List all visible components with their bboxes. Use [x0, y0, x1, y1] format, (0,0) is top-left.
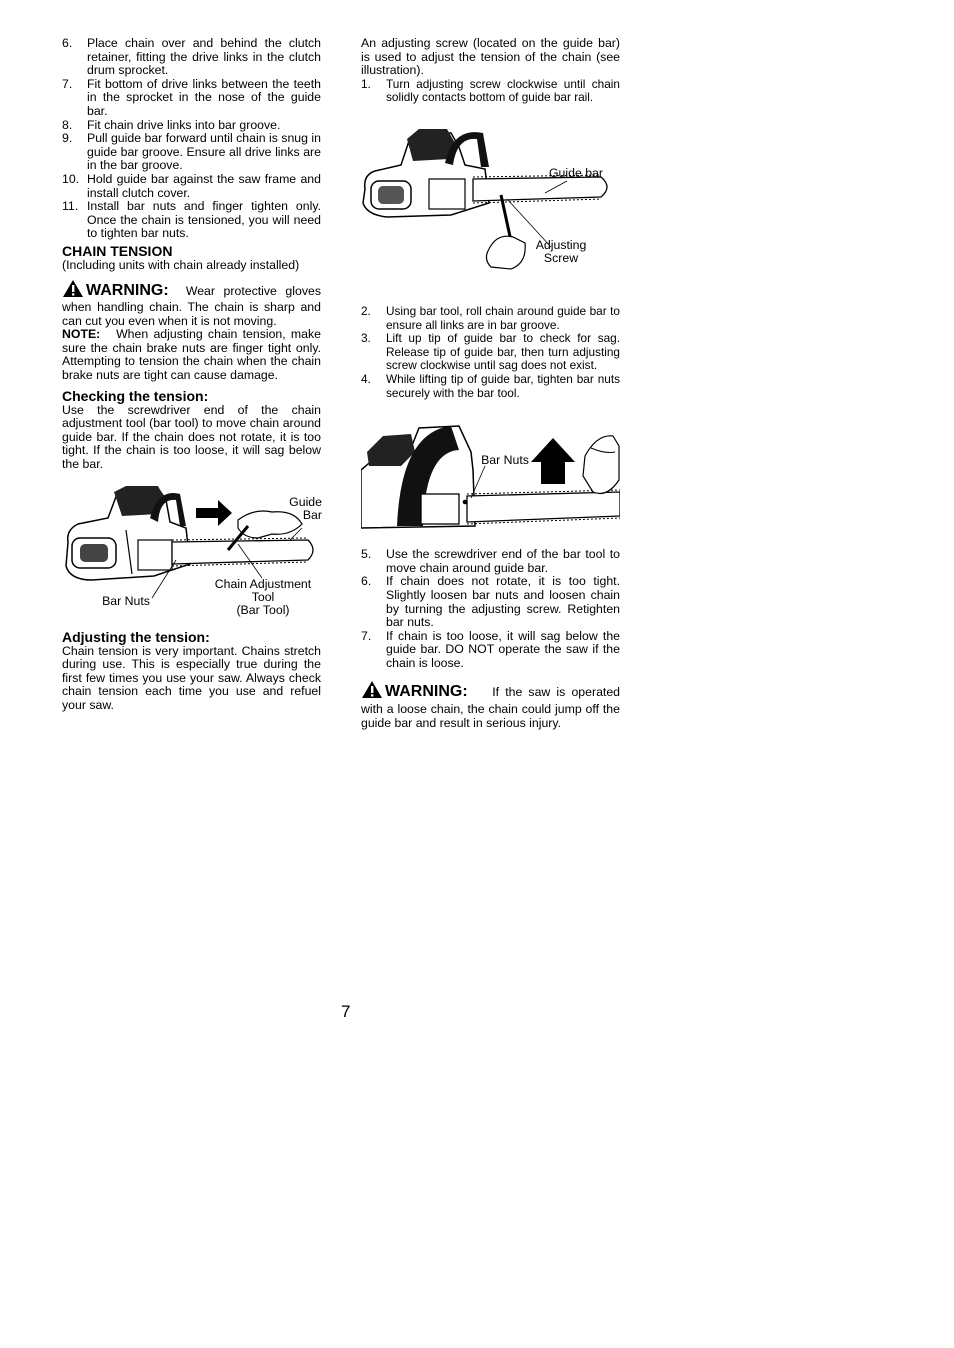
warning-gloves — [62, 279, 321, 329]
list-item: 10. Hold guide bar against the saw frame and install clutch cover. — [62, 171, 321, 200]
note-paragraph — [62, 328, 321, 382]
chainsaw-illustration-3 — [361, 422, 620, 540]
list-item: 4. While lifting tip of guide bar, tighten bar nuts securely with the bar tool. — [361, 371, 620, 400]
adjust-steps-5-7 — [361, 548, 620, 670]
checking-text: Use the screwdriver end of the chain adjustment tool (bar tool) to move chain around guide bar. If the chain does not rotate, it is too tight. If the chain is too loose, it will sag below the bar. — [62, 402, 321, 472]
list-item: 7. If chain is too loose, it will sag below the guide bar. DO NOT operate the saw if the chain is loose. — [361, 628, 620, 670]
list-item: 6. Place chain over and behind the clutch retainer, fitting the drive links in the clutch drum sprocket. — [62, 36, 321, 78]
label-guide-bar: Guide bar — [548, 165, 603, 180]
label-bar-nuts: Bar Nuts — [102, 593, 150, 608]
adjust-steps-2-4 — [361, 305, 620, 400]
left-column — [62, 37, 321, 713]
list-item: 2. Using bar tool, roll chain around guide bar to ensure all links are in bar groove. — [361, 303, 620, 332]
list-item: 3. Lift up tip of guide bar to check for sag. Release tip of guide bar, then turn adjusting screw clockwise until sag does not exist. — [361, 331, 620, 373]
list-item: 9. Pull guide bar forward until chain is snug in guide bar groove. Ensure all drive links are in the bar groove. — [62, 131, 321, 173]
list-item: 11. Install bar nuts and finger tighten only. Once the chain is tensioned, you will need to tighten bar nuts. — [62, 199, 321, 241]
list-item: 1. Turn adjusting screw clockwise until chain solidly contacts bottom of guide bar rail. — [361, 76, 620, 105]
figure-bar-nuts — [361, 422, 620, 540]
list-item: 7. Fit bottom of drive links between the teeth in the sprocket in the nose of the guide bar. — [62, 76, 321, 118]
assembly-steps — [62, 37, 321, 241]
checking-heading: Checking the tension: — [62, 387, 209, 404]
warning-triangle-icon — [361, 680, 383, 703]
list-item: 5. Use the screwdriver end of the bar tool to move chain around guide bar. — [361, 547, 620, 575]
figure-checking-tension — [62, 480, 321, 630]
adjust-step-1 — [361, 78, 620, 105]
chain-tension-heading: CHAIN TENSION — [62, 242, 173, 259]
warning-label: WARNING: — [86, 281, 169, 299]
list-item: 8. Fit chain drive links into bar groove. — [62, 117, 281, 132]
figure-adjusting-screw — [361, 119, 620, 297]
intro-text: An adjusting screw (located on the guide bar) is used to adjust the tension of the chain (see illustration). — [361, 36, 620, 78]
warning-label: WARNING: — [385, 683, 468, 701]
label-adjusting-screw: Adjusting Screw — [535, 237, 587, 265]
warning-text: If the saw is operated with a loose chain, the chain could jump off the guide bar and result in serious injury. — [361, 685, 620, 730]
label-guide-bar: Guide Bar — [289, 494, 322, 522]
warning-loose-chain — [361, 680, 620, 730]
adjusting-text: Chain tension is very important. Chains stretch during use. This is especially true during the first few times you use your saw. Always check chain tension each time you use and refuel your saw. — [62, 643, 321, 712]
label-bar-nuts: Bar Nuts — [481, 453, 529, 468]
warning-text: Wear protective gloves when handling chain. The chain is sharp and can cut you even when it is not moving. — [62, 283, 321, 328]
note-text: When adjusting chain tension, make sure the chain brake nuts are finger tight only. Attempting to tension the chain when the chain brake nuts are tight can cause damage. — [62, 327, 321, 383]
list-item: 6. If chain does not rotate, it is too tight. Slightly loosen bar nuts and loosen chain by turning the adjusting screw. Retighten bar nuts. — [361, 574, 620, 630]
chain-tension-subheading: (Including units with chain already installed) — [62, 257, 300, 272]
warning-triangle-icon — [62, 279, 84, 302]
right-column — [361, 37, 620, 730]
label-chain-adjustment-tool: Chain Adjustment Tool (Bar Tool) — [214, 576, 312, 617]
note-label: NOTE: — [62, 327, 101, 342]
adjusting-heading: Adjusting the tension: — [62, 628, 210, 645]
chainsaw-illustration-2 — [361, 119, 620, 297]
page-number: 7 — [341, 1002, 351, 1021]
